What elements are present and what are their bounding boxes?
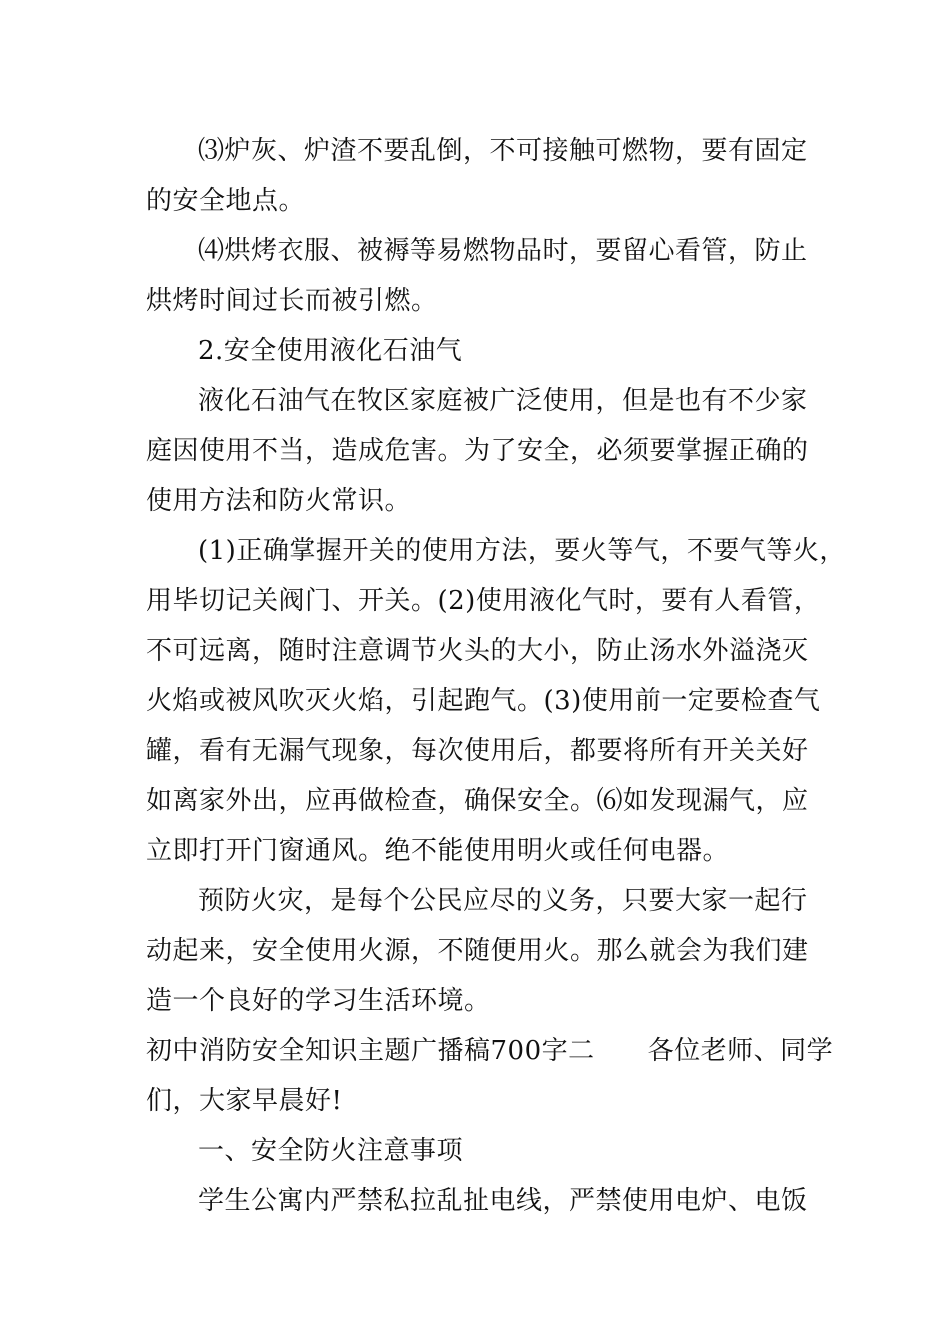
text-line: 使用方法和防火常识。 [146,486,412,516]
text-line: 学生公寓内严禁私拉乱扯电线，严禁使用电炉、电饭 [198,1186,808,1216]
article-title-line: 初中消防安全知识主题广播稿700字二 各位老师、同学 [146,1036,834,1066]
text-line: 烘烤时间过长而被引燃。 [146,286,438,316]
text-line: 如离家外出，应再做检查，确保安全。⑹如发现漏气，应 [146,786,809,816]
text-line: 的安全地点。 [146,186,306,216]
text-line: 们，大家早晨好! [146,1086,343,1116]
document-page [146,126,846,1226]
text-line: 罐，看有无漏气现象，每次使用后，都要将所有开关关好 [146,736,809,766]
text-line: (1)正确掌握开关的使用方法，要火等气，不要气等火， [198,536,846,566]
text-line: 液化石油气在牧区家庭被广泛使用，但是也有不少家 [198,386,808,416]
text-line: ⑶炉灰、炉渣不要乱倒，不可接触可燃物，要有固定 [198,136,808,166]
text-line: 不可远离，随时注意调节火头的大小，防止汤水外溢浇灭 [146,636,809,666]
text-line: 动起来，安全使用火源，不随便用火。那么就会为我们建 [146,936,809,966]
text-line: 立即打开门窗通风。绝不能使用明火或任何电器。 [146,836,730,866]
section-heading: 一、安全防火注意事项 [198,1136,464,1166]
text-line: 用毕切记关阀门、开关。(2)使用液化气时，要有人看管， [146,586,821,616]
text-line: 造一个良好的学习生活环境。 [146,986,491,1016]
section-heading: 2.安全使用液化石油气 [198,336,463,366]
text-line: ⑷烘烤衣服、被褥等易燃物品时，要留心看管，防止 [198,236,808,266]
text-line: 预防火灾，是每个公民应尽的义务，只要大家一起行 [198,886,808,916]
text-line: 庭因使用不当，造成危害。为了安全，必须要掌握正确的 [146,436,809,466]
text-line: 火焰或被风吹灭火焰，引起跑气。(3)使用前一定要检查气 [146,686,821,716]
